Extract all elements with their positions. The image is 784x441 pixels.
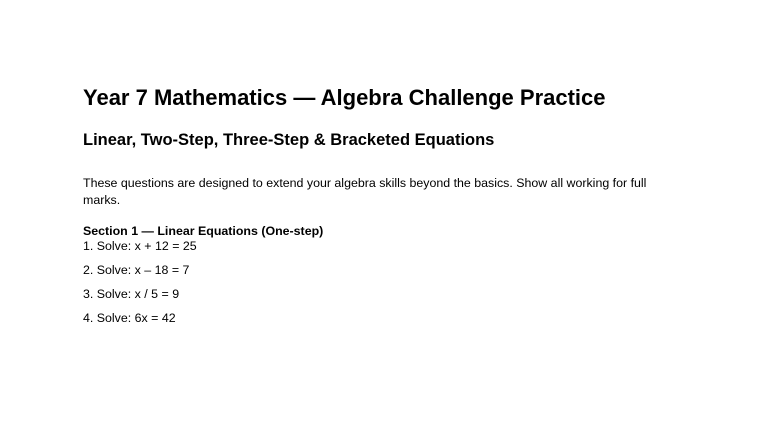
question-3: 3. Solve: x / 5 = 9: [83, 287, 180, 301]
question-2: 2. Solve: x – 18 = 7: [83, 263, 190, 277]
page-subtitle: Linear, Two-Step, Three-Step & Bracketed Equations: [83, 131, 495, 149]
question-1: 1. Solve: x + 12 = 25: [83, 239, 197, 253]
intro-paragraph: These questions are designed to extend your algebra skills beyond the basics. Show all working for full marks.: [83, 176, 647, 207]
page-title: Year 7 Mathematics — Algebra Challenge Practice: [83, 85, 606, 110]
document-page: [83, 0, 723, 441]
section-heading: Section 1 — Linear Equations (One-step): [83, 224, 324, 238]
question-4: 4. Solve: 6x = 42: [83, 311, 176, 325]
